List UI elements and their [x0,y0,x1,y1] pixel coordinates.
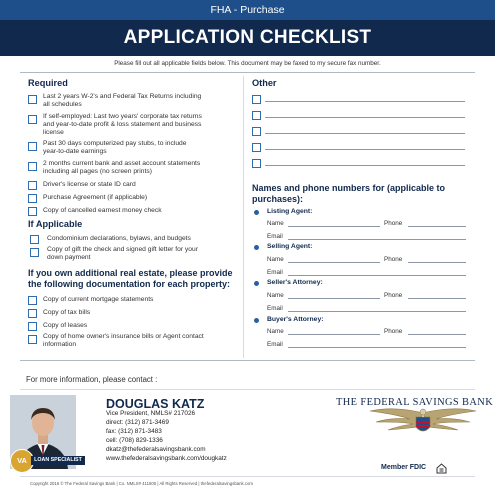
item-label: information [43,341,77,348]
email-label: Email [267,233,283,240]
real-estate-heading: the following documentation for each property: [28,279,231,289]
checkbox-drivers-license[interactable] [28,181,37,190]
item-label: Copy of current mortgage statements [43,296,154,303]
required-heading: Required [28,78,68,88]
item-label: all schedules [43,101,82,108]
checkbox-pay-stubs[interactable] [28,142,37,151]
phone-label: Phone [384,328,403,335]
checkbox-condo-docs[interactable] [30,235,39,244]
item-label: including all pages (no screen prints) [43,168,152,175]
name-label: Name [267,328,284,335]
checkbox-purchase-agreement[interactable] [28,194,37,203]
item-label: license [43,129,64,136]
checkbox-other-1[interactable] [252,95,261,104]
email-label: Email [267,305,283,312]
divider [20,72,475,73]
other-line-2[interactable] [265,117,465,118]
contacts-heading: purchases): [252,194,304,204]
item-label: Past 30 days computerized pay stubs, to include [43,140,187,147]
direct-phone: direct: (312) 871-3469 [106,419,169,426]
checkbox-gift-letter[interactable] [30,248,39,257]
other-line-4[interactable] [265,149,465,150]
eagle-wings-icon [368,405,478,437]
if-applicable-heading: If Applicable [28,219,83,229]
item-label: Condominium declarations, bylaws, and budgets [47,235,191,242]
fax-number: fax: (312) 871-3483 [106,428,162,435]
bullet-icon [254,210,259,215]
bullet-icon [254,245,259,250]
sellers-attorney-phone-field[interactable] [408,298,466,299]
checkbox-w2-tax-returns[interactable] [28,95,37,104]
checkbox-leases[interactable] [28,322,37,331]
phone-label: Phone [384,256,403,263]
selling-agent-email-field[interactable] [288,275,466,276]
selling-agent-name-field[interactable] [288,262,380,263]
name-label: Name [267,292,284,299]
sellers-attorney-name-field[interactable] [288,298,380,299]
page-title: APPLICATION CHECKLIST [0,20,495,56]
form-subtitle: FHA - Purchase [0,0,495,20]
loan-officer-name: DOUGLAS KATZ [106,397,205,411]
real-estate-heading: If you own additional real estate, please provide [28,268,233,278]
va-badge: VA [10,449,34,473]
footer-copyright: Copyright 2016 © The Federal Savings Bank | Co. NMLS# 411500 | All Rights Reserved | thefederalsavingsbank.com [30,481,253,486]
email-label: Email [267,341,283,348]
email-label: Email [267,269,283,276]
sellers-attorney-email-field[interactable] [288,311,466,312]
other-heading: Other [252,78,277,88]
divider [20,389,475,390]
equal-housing-lender-icon [436,463,447,474]
checkbox-other-3[interactable] [252,127,261,136]
divider [20,476,475,477]
other-line-5[interactable] [265,165,465,166]
website-link[interactable]: www.thefederalsavingsbank.com/dougkatz [106,455,227,462]
loan-specialist-ribbon: LOAN SPECIALIST [31,456,85,465]
email-link[interactable]: dkatz@thefederalsavingsbank.com [106,446,206,453]
item-label: and year-to-date profit & loss statement and business [43,121,202,128]
name-label: Name [267,220,284,227]
checkbox-tax-bills[interactable] [28,309,37,318]
checkbox-self-employed[interactable] [28,115,37,124]
buyers-attorney-email-field[interactable] [288,347,466,348]
checkbox-other-2[interactable] [252,111,261,120]
item-label: Driver's license or state ID card [43,181,136,188]
checkbox-other-5[interactable] [252,159,261,168]
checkbox-mortgage-statements[interactable] [28,296,37,305]
item-label: Copy of cancelled earnest money check [43,207,162,214]
item-label: Copy of home owner's insurance bills or Agent contact [43,333,204,340]
bullet-icon [254,281,259,286]
item-label: Copy of gift the check and signed gift letter for your [47,246,198,253]
checkbox-earnest-money[interactable] [28,207,37,216]
loan-officer-title: Vice President, NMLS# 217026 [106,410,196,417]
fdic-label: Member FDIC [381,464,427,471]
more-info-text: For more information, please contact : [26,375,158,384]
bullet-icon [254,318,259,323]
agent-label: Selling Agent: [267,243,313,250]
item-label: If self-employed: Last two years' corporate tax returns [43,113,202,120]
other-line-1[interactable] [265,101,465,102]
intro-text: Please fill out all applicable fields below. This document may be faxed to my secure fax number. [114,60,381,67]
checkbox-other-4[interactable] [252,143,261,152]
buyers-attorney-name-field[interactable] [288,334,380,335]
buyers-attorney-phone-field[interactable] [408,334,466,335]
divider [20,360,475,361]
checkbox-insurance-bills[interactable] [28,335,37,344]
listing-agent-name-field[interactable] [288,226,380,227]
checkbox-bank-statements[interactable] [28,162,37,171]
agent-label: Listing Agent: [267,208,313,215]
phone-label: Phone [384,220,403,227]
contacts-heading: Names and phone numbers for (applicable to [252,183,446,193]
bank-name: THE FEDERAL SAVINGS BANK [336,397,494,408]
selling-agent-phone-field[interactable] [408,262,466,263]
item-label: Last 2 years W-2's and Federal Tax Returns including [43,93,202,100]
item-label: Copy of leases [43,322,88,329]
agent-label: Buyer's Attorney: [267,316,324,323]
listing-agent-phone-field[interactable] [408,226,466,227]
item-label: Purchase Agreement (if applicable) [43,194,148,201]
name-label: Name [267,256,284,263]
other-line-3[interactable] [265,133,465,134]
item-label: 2 months current bank and asset account statements [43,160,201,167]
cell-phone: cell: (708) 829-1336 [106,437,163,444]
item-label: year-to-date earnings [43,148,107,155]
item-label: down payment [47,254,91,261]
column-divider [243,76,244,358]
agent-label: Seller's Attorney: [267,279,323,286]
listing-agent-email-field[interactable] [288,239,466,240]
item-label: Copy of tax bills [43,309,91,316]
phone-label: Phone [384,292,403,299]
